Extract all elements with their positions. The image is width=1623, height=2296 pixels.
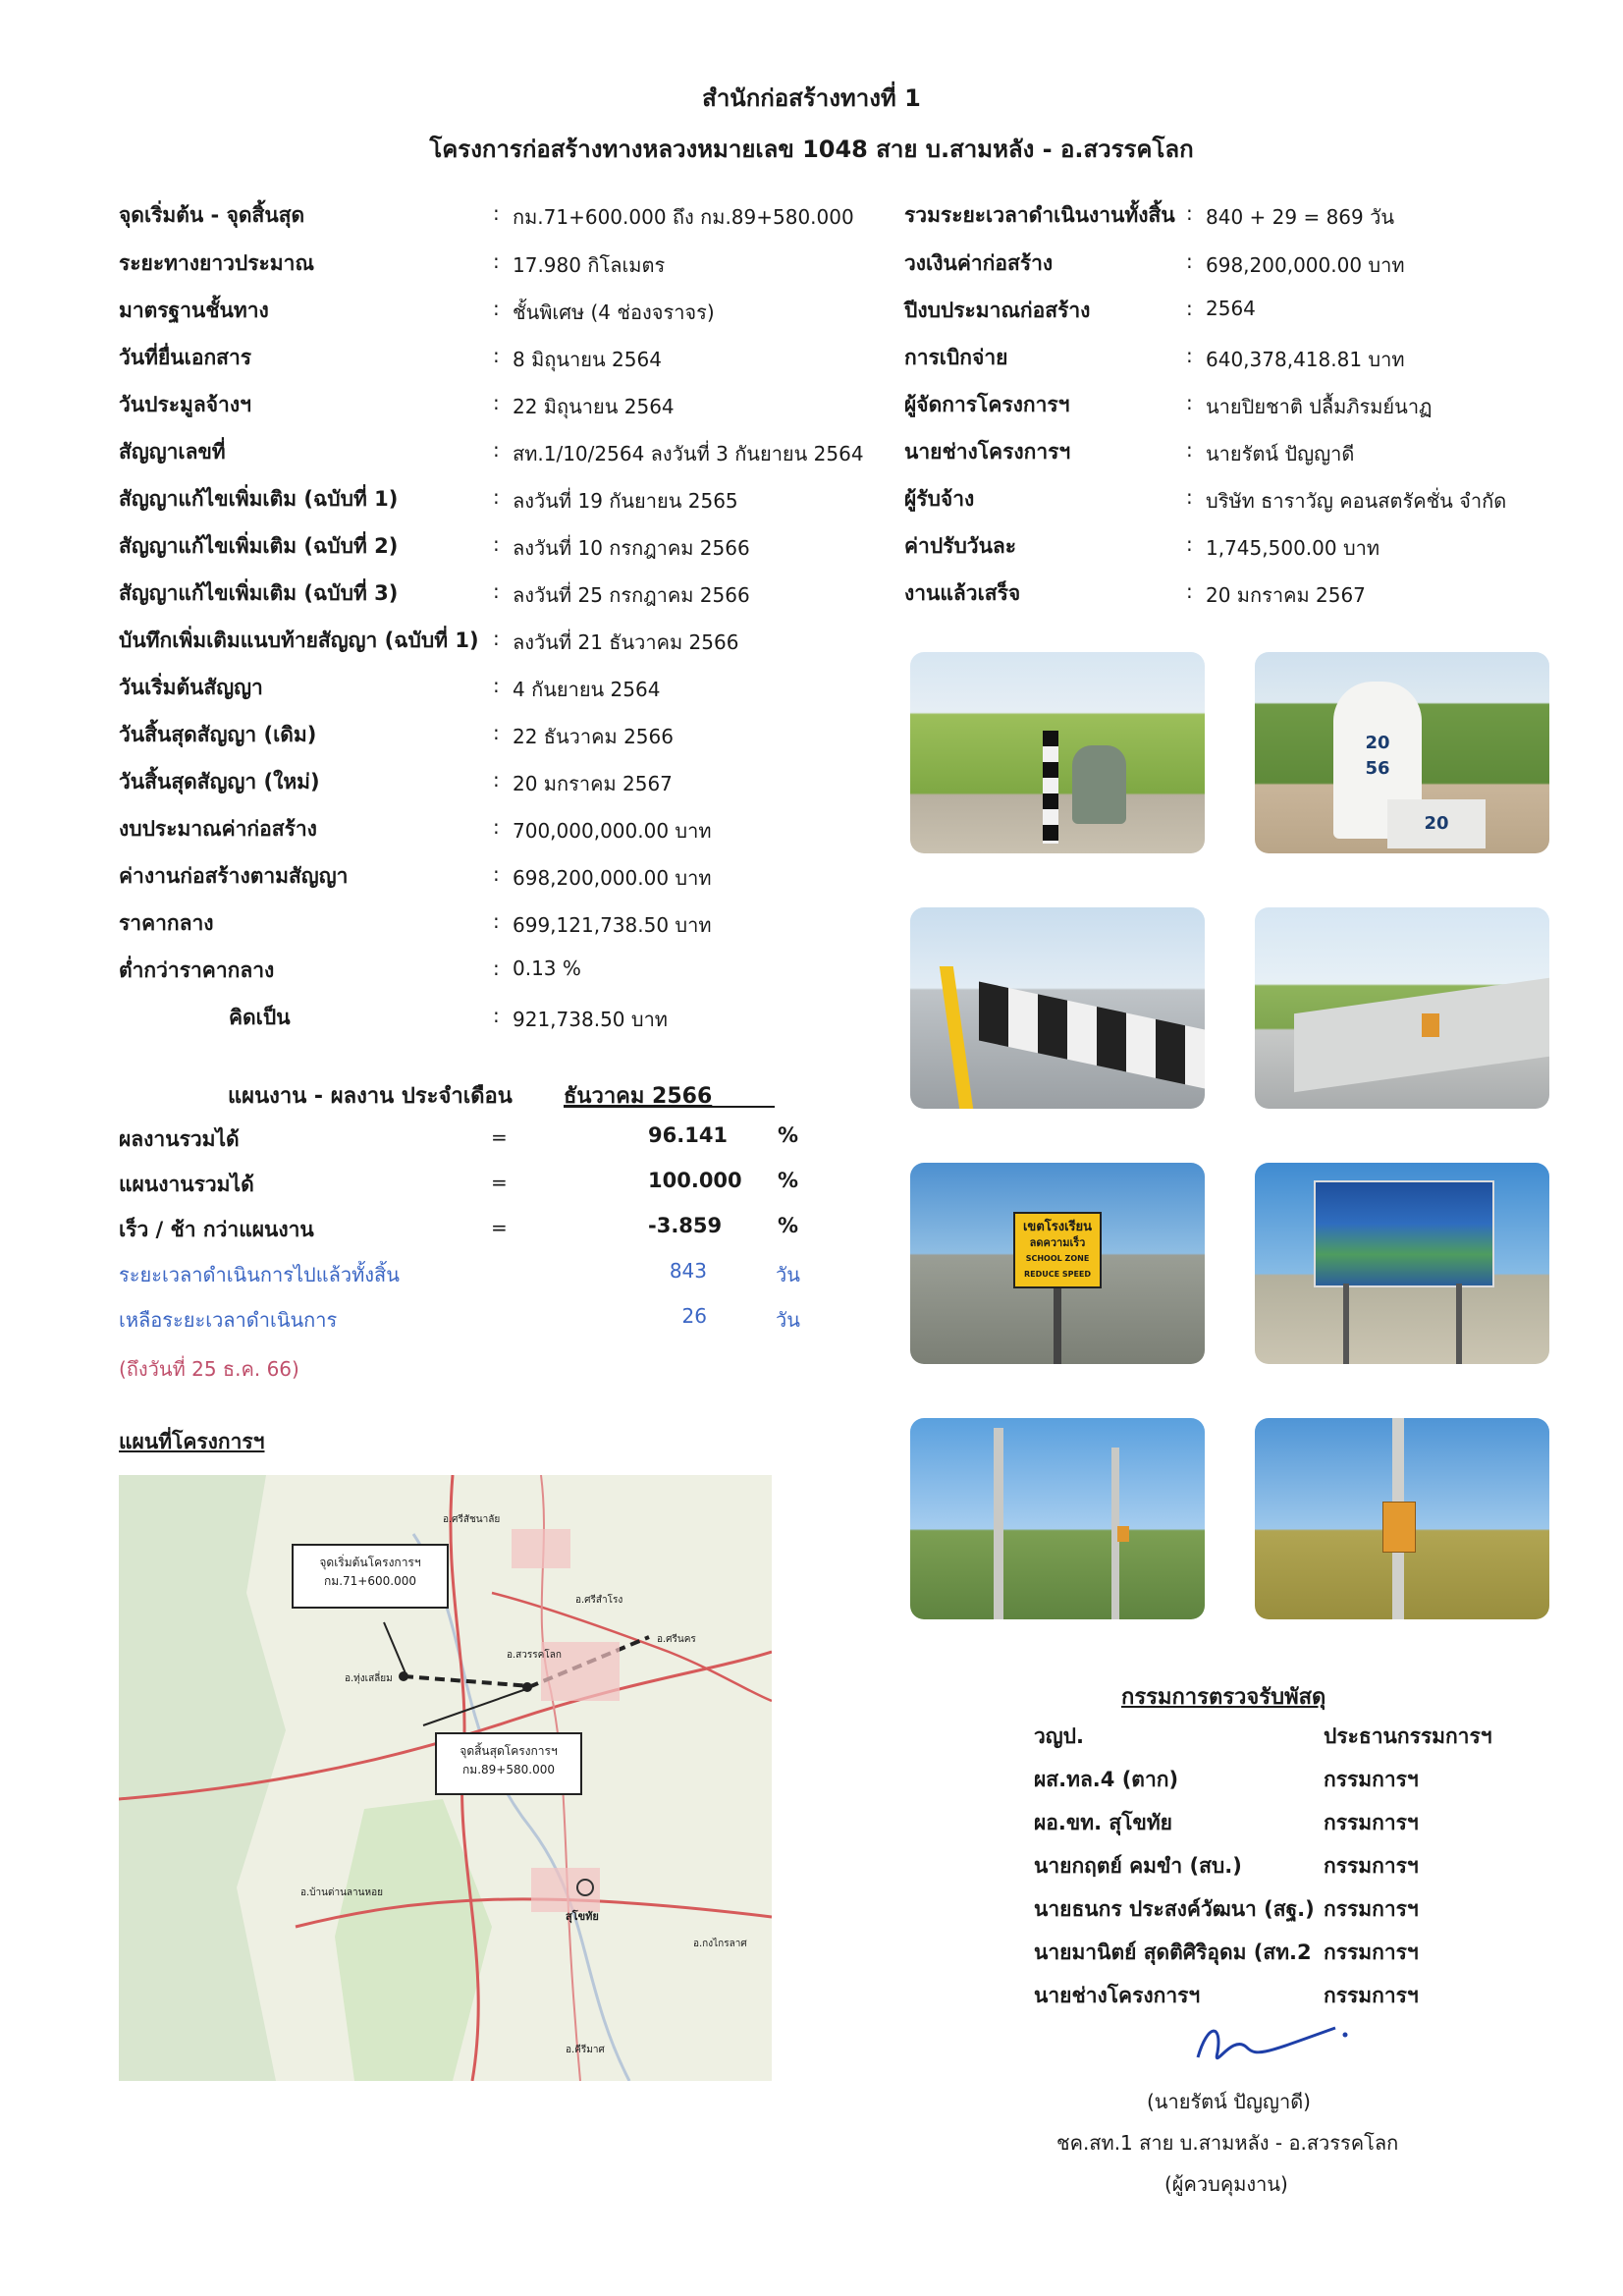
km-stone-mid: 56: [1365, 758, 1390, 779]
time-unit: วัน: [776, 1263, 800, 1286]
progress-value: -3.859: [648, 1214, 723, 1237]
committee-member-name: นายธนกร ประสงค์วัฒนา (สฐ.): [1034, 1897, 1315, 1921]
field-colon: :: [1186, 297, 1193, 320]
signer-name: (นายรัตน์ ปัญญาดี): [1147, 2090, 1311, 2113]
field-value: ชั้นพิเศษ (4 ช่องจราจร): [513, 301, 715, 324]
field-label: นายช่างโครงการฯ: [904, 440, 1071, 464]
field-colon: :: [493, 721, 500, 744]
field-colon: :: [1186, 579, 1193, 603]
field-label: จุดเริ่มต้น - จุดสิ้นสุด: [119, 203, 305, 227]
field-colon: :: [493, 532, 500, 556]
field-label: สัญญาแก้ไขเพิ่มเติม (ฉบับที่ 1): [119, 487, 399, 511]
field-label: วันที่ยื่นเอกสาร: [119, 346, 252, 369]
field-colon: :: [1186, 438, 1193, 462]
field-value: 698,200,000.00 บาท: [1206, 253, 1405, 277]
field-label: สัญญาแก้ไขเพิ่มเติม (ฉบับที่ 2): [119, 534, 399, 558]
field-label: ผู้รับจ้าง: [904, 487, 975, 511]
field-value: 840 + 29 = 869 วัน: [1206, 205, 1395, 229]
field-label: การเบิกจ่าย: [904, 346, 1008, 369]
field-colon: :: [1186, 532, 1193, 556]
start-point-km: กม.71+600.000: [324, 1574, 416, 1588]
field-label: ค่าปรับวันละ: [904, 534, 1017, 558]
field-value: 8 มิถุนายน 2564: [513, 348, 662, 371]
start-point-label: จุดเริ่มต้นโครงการฯ: [319, 1556, 421, 1569]
field-value: ลงวันที่ 25 กรกฎาคม 2566: [513, 583, 750, 607]
field-value: กม.71+600.000 ถึง กม.89+580.000: [513, 205, 854, 229]
sign-line-2: ลดความเร็ว: [1029, 1236, 1086, 1249]
site-photo-median-barrier: [1255, 907, 1549, 1109]
site-photo-school-zone-sign: [910, 1163, 1205, 1364]
signer-position: ชค.สท.1 สาย บ.สามหลัง - อ.สวรรคโลก: [1056, 2131, 1399, 2155]
field-label: วันเริ่มต้นสัญญา: [119, 676, 263, 699]
field-colon: :: [493, 674, 500, 697]
field-colon: :: [1186, 201, 1193, 225]
km-stone-base: 20: [1387, 799, 1486, 848]
sign-line-1: เขตโรงเรียน: [1022, 1220, 1092, 1234]
committee-member-role: กรรมการฯ: [1324, 1897, 1419, 1921]
project-map: [119, 1475, 772, 2081]
place-label: อ.ศรีสำโรง: [575, 1595, 623, 1606]
progress-unit: %: [778, 1214, 799, 1237]
signature-mark: [1178, 2013, 1355, 2082]
field-label: วงเงินค่าก่อสร้าง: [904, 251, 1054, 275]
field-label: สัญญาเลขที่: [119, 440, 226, 464]
field-colon: :: [1186, 391, 1193, 414]
field-label: วันสิ้นสุดสัญญา (เดิม): [119, 723, 317, 746]
field-colon: :: [493, 815, 500, 839]
field-label: ค่างานก่อสร้างตามสัญญา: [119, 864, 349, 888]
committee-member-name: ผส.ทล.4 (ตาก): [1034, 1768, 1179, 1791]
field-value: 22 ธันวาคม 2566: [513, 725, 674, 748]
field-colon: :: [1186, 249, 1193, 273]
signer-role: (ผู้ควบคุมงาน): [1164, 2172, 1288, 2196]
field-label: วันสิ้นสุดสัญญา (ใหม่): [119, 770, 320, 793]
end-point-box: [435, 1732, 582, 1795]
map-title: แผนที่โครงการฯ: [119, 1430, 265, 1453]
field-value: 20 มกราคม 2567: [513, 772, 673, 795]
field-colon: :: [493, 579, 500, 603]
field-value: บริษัท ธาราวัญ คอนสตรัคชั่น จำกัด: [1206, 489, 1507, 513]
field-colon: :: [493, 201, 500, 225]
field-label: รวมระยะเวลาดำเนินงานทั้งสิ้น: [904, 203, 1175, 227]
field-value: 921,738.50 บาท: [513, 1008, 668, 1031]
site-photo-km-stone: [1255, 652, 1549, 853]
committee-title: กรรมการตรวจรับพัสดุ: [1121, 1685, 1326, 1710]
field-label: วันประมูลจ้างฯ: [119, 393, 251, 416]
sign-line-4: REDUCE SPEED: [1023, 1270, 1092, 1279]
progress-unit: %: [778, 1123, 799, 1147]
time-label: ระยะเวลาดำเนินการไปแล้วทั้งสิ้น: [119, 1263, 400, 1286]
field-colon: :: [1186, 344, 1193, 367]
km-stone-top: 20: [1365, 733, 1390, 753]
progress-label: เร็ว / ช้า กว่าแผนงาน: [119, 1218, 314, 1241]
committee-member-name: นายกฤตย์ คมขำ (สบ.): [1034, 1854, 1242, 1878]
field-label: ระยะทางยาวประมาณ: [119, 251, 314, 275]
committee-member-role: กรรมการฯ: [1324, 1811, 1419, 1834]
field-value: 20 มกราคม 2567: [1206, 583, 1366, 607]
field-label: งบประมาณค่าก่อสร้าง: [119, 817, 317, 841]
committee-member-name: ผอ.ขท. สุโขทัย: [1034, 1811, 1172, 1834]
field-value: 22 มิถุนายน 2564: [513, 395, 675, 418]
field-value: 700,000,000.00 บาท: [513, 819, 712, 843]
sign-line-3: SCHOOL ZONE: [1025, 1254, 1090, 1263]
field-value: ลงวันที่ 19 กันยายน 2565: [513, 489, 738, 513]
field-colon: :: [493, 297, 500, 320]
committee-member-role: กรรมการฯ: [1324, 1768, 1419, 1791]
field-colon: :: [493, 1004, 500, 1027]
progress-value: 100.000: [648, 1169, 742, 1192]
committee-member-name: วญป.: [1034, 1724, 1084, 1748]
site-photo-road-curb: [910, 907, 1205, 1109]
place-label: สุโขทัย: [566, 1910, 599, 1923]
field-value: 2564: [1206, 297, 1256, 320]
field-colon: :: [493, 862, 500, 886]
time-value: 26: [681, 1304, 707, 1328]
field-label: สัญญาแก้ไขเพิ่มเติม (ฉบับที่ 3): [119, 581, 399, 605]
site-photo-power-poles: [910, 1418, 1205, 1619]
field-value: 0.13 %: [513, 957, 581, 980]
field-value: นายปิยชาติ ปลื้มภิรมย์นาฏ: [1206, 395, 1433, 418]
place-label: อ.ศรีสัชนาลัย: [443, 1514, 501, 1525]
committee-member-role: กรรมการฯ: [1324, 1854, 1419, 1878]
field-value: 698,200,000.00 บาท: [513, 866, 712, 890]
field-value: สท.1/10/2564 ลงวันที่ 3 กันยายน 2564: [513, 442, 864, 465]
field-colon: :: [493, 344, 500, 367]
project-title: โครงการก่อสร้างทางหลวงหมายเลข 1048 สาย บ.สามหลัง - อ.สวรรคโลก: [429, 136, 1194, 163]
place-label: อ.ทุ่งเสลี่ยม: [345, 1673, 393, 1684]
progress-heading: แผนงาน - ผลงาน ประจำเดือน: [228, 1084, 513, 1109]
committee-member-role: กรรมการฯ: [1324, 1941, 1419, 1964]
field-colon: :: [493, 391, 500, 414]
progress-unit: %: [778, 1169, 799, 1192]
site-photo-roadside-post: [910, 652, 1205, 853]
site-photo-pole-junction-box: [1255, 1418, 1549, 1619]
time-unit: วัน: [776, 1308, 800, 1332]
place-label: อ.คีรีมาศ: [566, 2045, 605, 2055]
month-underline: [564, 1106, 775, 1108]
place-label: อ.กงไกรลาศ: [693, 1939, 747, 1949]
place-label: อ.ศรีนคร: [657, 1634, 696, 1645]
field-colon: :: [493, 438, 500, 462]
end-point-label: จุดสิ้นสุดโครงการฯ: [460, 1744, 558, 1758]
progress-value: 96.141: [648, 1123, 729, 1147]
field-label: ผู้จัดการโครงการฯ: [904, 393, 1070, 416]
site-photo-project-billboard: [1255, 1163, 1549, 1364]
field-colon: :: [1186, 485, 1193, 509]
time-label: เหลือระยะเวลาดำเนินการ: [119, 1308, 338, 1332]
time-value: 843: [669, 1259, 707, 1283]
office-title: สำนักก่อสร้างทางที่ 1: [702, 84, 921, 112]
field-colon: :: [493, 768, 500, 792]
field-value: ลงวันที่ 21 ธันวาคม 2566: [513, 630, 739, 654]
progress-month: ธันวาคม 2566: [564, 1084, 713, 1109]
progress-equals: =: [491, 1125, 508, 1149]
committee-member-role: ประธานกรรมการฯ: [1324, 1724, 1492, 1748]
field-label: งานแล้วเสร็จ: [904, 581, 1021, 605]
progress-label: แผนงานรวมได้: [119, 1173, 254, 1196]
field-label: ปีงบประมาณก่อสร้าง: [904, 299, 1091, 322]
field-colon: :: [493, 909, 500, 933]
field-colon: :: [493, 957, 500, 980]
field-label: มาตรฐานชั้นทาง: [119, 299, 269, 322]
field-value: นายรัตน์ ปัญญาดี: [1206, 442, 1355, 465]
field-label: ต่ำกว่าราคากลาง: [119, 958, 275, 982]
progress-equals: =: [491, 1216, 508, 1239]
place-label: อ.บ้านด่านลานหอย: [300, 1887, 383, 1898]
field-label: ราคากลาง: [119, 911, 214, 935]
school-zone-sign: [1013, 1212, 1102, 1288]
field-label: คิดเป็น: [229, 1006, 291, 1029]
field-value: 699,121,738.50 บาท: [513, 913, 712, 937]
progress-equals: =: [491, 1171, 508, 1194]
committee-member-name: นายมานิตย์ สุดติศิริอุดม (สท.2: [1034, 1941, 1312, 1964]
progress-label: ผลงานรวมได้: [119, 1127, 240, 1151]
field-value: 4 กันยายน 2564: [513, 678, 661, 701]
place-label: อ.สวรรคโลก: [507, 1650, 562, 1661]
start-point-box: [292, 1544, 449, 1609]
committee-member-role: กรรมการฯ: [1324, 1984, 1419, 2007]
committee-member-name: นายช่างโครงการฯ: [1034, 1984, 1201, 2007]
field-value: ลงวันที่ 10 กรกฎาคม 2566: [513, 536, 750, 560]
field-colon: :: [493, 485, 500, 509]
field-value: 1,745,500.00 บาท: [1206, 536, 1380, 560]
field-colon: :: [493, 627, 500, 650]
as-of-date: (ถึงวันที่ 25 ธ.ค. 66): [119, 1357, 299, 1381]
field-value: 640,378,418.81 บาท: [1206, 348, 1405, 371]
field-colon: :: [493, 249, 500, 273]
field-label: บันทึกเพิ่มเติมแนบท้ายสัญญา (ฉบับที่ 1): [119, 629, 479, 652]
field-value: 17.980 กิโลเมตร: [513, 253, 666, 277]
end-point-km: กม.89+580.000: [462, 1763, 555, 1777]
